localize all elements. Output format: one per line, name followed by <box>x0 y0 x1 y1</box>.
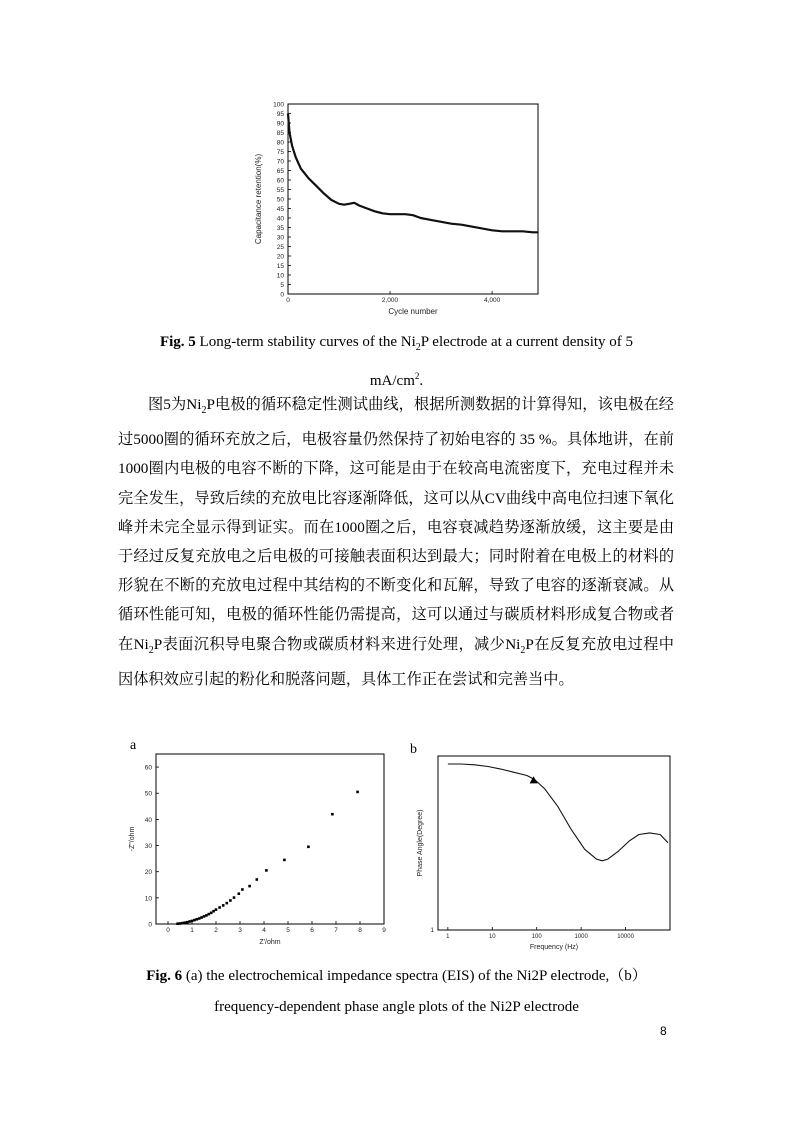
fig6a-plot-frame <box>156 754 384 924</box>
fig6-caption-label: Fig. 6 <box>146 968 183 984</box>
fig6a-data-point <box>218 906 221 909</box>
fig6b-x-tick-label: 10 <box>488 934 496 940</box>
fig5-y-tick-label: 10 <box>276 272 284 280</box>
fig5-caption-label: Fig. 5 <box>159 334 196 350</box>
fig6a-y-tick-label: 20 <box>144 869 152 877</box>
fig5-caption-text-a: Long-term stability curves of the Ni <box>195 334 416 350</box>
fig6b-x-axis-label: Frequency (Hz) <box>529 944 579 951</box>
fig6-panel-a-label: a <box>130 738 137 753</box>
fig5-caption-sub: 2 <box>415 342 421 353</box>
fig6a-data-point <box>205 914 208 917</box>
fig5-y-tick-label: 50 <box>276 196 284 204</box>
fig5-y-tick-label: 55 <box>276 187 284 194</box>
fig6a-y-tick-label: 50 <box>144 790 152 798</box>
fig6a-data-point <box>307 846 310 849</box>
fig6a-x-tick-label: 0 <box>166 927 170 934</box>
fig5-caption <box>100 328 693 396</box>
fig6-panel-b-label: b <box>410 742 417 757</box>
para-seg-4: P在反复充放电过程中因体积效应引起的粉化和脱落问题，具体工作正在尝试和完善当中。 <box>118 635 674 688</box>
fig5-y-axis-label: Capacitance retention(%) <box>254 153 263 245</box>
fig6b-y-axis-label: Phase Angle(Degree) <box>417 809 424 877</box>
fig5-y-tick-label: 45 <box>276 206 284 213</box>
fig5-y-tick-label: 25 <box>276 244 284 251</box>
para-seg-1: 图5为Ni <box>148 396 202 413</box>
fig6a-y-tick-label: 10 <box>144 895 152 903</box>
fig6a-data-point <box>256 878 259 881</box>
fig6a-data-point <box>331 813 334 816</box>
fig5-y-tick-label: 35 <box>276 225 284 232</box>
fig5-y-tick-label: 85 <box>276 130 284 137</box>
fig6a-x-tick-label: 3 <box>238 927 242 934</box>
fig6a-data-point <box>248 885 251 888</box>
fig6a-data-point <box>265 869 268 872</box>
fig6a-data-point <box>181 922 184 925</box>
para-sub-1: 2 <box>201 405 207 417</box>
fig6a-data-point <box>229 899 232 902</box>
fig5-y-tick-label: 90 <box>276 120 284 128</box>
fig5-y-tick-label: 5 <box>280 282 284 289</box>
fig6-caption <box>100 962 693 1022</box>
fig6b-plot <box>417 756 670 951</box>
fig5-plot-frame <box>288 104 538 294</box>
fig6a-x-tick-label: 6 <box>310 927 314 934</box>
fig5-caption-unit: mA/cm <box>369 373 415 389</box>
fig6a-data-point <box>200 916 203 919</box>
fig6b-y-tick-label: 1 <box>430 927 434 934</box>
fig5-chart <box>248 98 548 320</box>
fig6a-y-tick-label: 40 <box>144 816 152 824</box>
fig6a-data-point <box>184 921 187 924</box>
fig6a-data-point <box>212 910 215 913</box>
fig6a-data-point <box>176 922 179 925</box>
fig6a-data-point <box>283 859 286 862</box>
fig5-x-tick-label: 0 <box>286 297 290 304</box>
fig6a-data-point <box>203 915 206 918</box>
fig5-y-tick-label: 70 <box>276 158 284 166</box>
fig6a-y-tick-label: 60 <box>144 764 152 772</box>
fig5-caption-end: . <box>419 373 424 389</box>
fig5-y-tick-label: 40 <box>276 215 284 223</box>
fig5-y-tick-label: 100 <box>273 101 284 109</box>
fig6a-x-tick-label: 5 <box>286 927 290 934</box>
fig5-y-tick-label: 0 <box>280 291 284 299</box>
fig5-y-tick-label: 20 <box>276 253 284 261</box>
fig6b-chart <box>408 752 680 954</box>
fig5-x-tick-label: 2,000 <box>381 297 399 304</box>
fig6a-x-tick-label: 7 <box>334 927 338 934</box>
fig6a-data-point <box>356 791 359 794</box>
fig6a-x-tick-label: 9 <box>382 927 386 934</box>
fig6a-data-point <box>241 888 244 891</box>
fig5-y-tick-label: 75 <box>276 149 284 156</box>
fig6a-data-point <box>193 919 196 922</box>
fig6a-data-point <box>238 892 241 895</box>
fig6a-chart <box>110 748 400 954</box>
fig5-series-line <box>288 114 538 233</box>
fig6a-data-point <box>196 918 199 921</box>
fig6a-plot <box>129 754 386 946</box>
fig6a-data-point <box>186 921 189 924</box>
fig5-plot <box>254 102 538 317</box>
fig6a-y-axis-label: -Z"/ohm <box>129 826 136 852</box>
fig5-y-tick-label: 60 <box>276 177 284 185</box>
fig6a-y-tick-label: 30 <box>144 843 152 851</box>
fig6a-y-tick-label: 0 <box>148 921 152 929</box>
fig5-y-tick-label: 15 <box>276 263 284 270</box>
fig6a-data-point <box>198 917 201 920</box>
fig5-y-tick-label: 30 <box>276 234 284 242</box>
fig6a-x-axis-label: Z'/ohm <box>259 939 281 946</box>
fig5-caption-sup: 2 <box>414 371 420 381</box>
fig5-caption-text-b: P electrode at a current density of 5 <box>420 334 634 350</box>
fig5-y-tick-label: 95 <box>276 111 284 118</box>
body-paragraph <box>118 390 674 694</box>
fig6b-x-tick-label: 100 <box>531 934 542 940</box>
fig6a-x-tick-label: 4 <box>262 927 266 934</box>
fig6a-data-point <box>208 913 211 916</box>
fig5-y-tick-label: 80 <box>276 139 284 147</box>
fig6b-x-tick-label: 1 <box>446 934 450 940</box>
fig6a-x-tick-label: 8 <box>358 927 362 934</box>
fig6a-data-point <box>188 920 191 923</box>
fig6-caption-line2: frequency-dependent phase angle plots of the Ni2P electrode <box>214 999 579 1015</box>
fig6a-x-tick-label: 2 <box>214 927 218 934</box>
fig6a-x-tick-label: 1 <box>190 927 194 934</box>
fig5-x-axis-label: Cycle number <box>388 307 438 316</box>
para-seg-2: P电极的循环稳定性测试曲线，根据所测数据的计算得知，该电极在经过5000圈的循环充放之后，电极容量仍然保持了初始电容的 35 %。具体地讲，在前1000圈内电极的电容不断的下降，这可能是由于在较高电流密度下，充电过程并未完全发生，导致后续的充放电比容逐渐降低，这可以从CV曲线中高电位扫速下氧化峰并未完全显示得到证实。而在1000圈之后，电容衰减趋势逐渐放缓，这主要是由于经过反复充放电之后电极的可接触表面积达到最大；同时附着在电极上的材料的形貌在不断的充放电过程中其结构的不断变化和瓦解，导致了电容的逐渐衰减。从循环性能可知，电极的循环性能仍需提高，这可以通过与碳质材料形成复合物或者在Ni <box>118 396 674 653</box>
fig6b-plot-frame <box>438 756 670 930</box>
fig5-x-tick-label: 4,000 <box>483 297 501 304</box>
fig6-caption-line1: (a) the electrochemical impedance spectra (EIS) of the Ni2P electrode,（b） <box>182 968 647 984</box>
fig5-y-tick-label: 65 <box>276 168 284 175</box>
fig6b-series-line <box>448 764 668 861</box>
page-number: 8 <box>660 1024 667 1038</box>
para-seg-3: P表面沉积导电聚合物或碳质材料来进行处理，减少Ni <box>153 635 521 653</box>
fig6a-data-point <box>233 896 236 899</box>
fig6b-x-tick-label: 10000 <box>617 934 634 940</box>
para-sub-3: 2 <box>520 644 526 656</box>
fig6b-x-tick-label: 1000 <box>574 934 588 940</box>
fig6a-data-point <box>222 904 225 907</box>
fig6a-data-point <box>210 912 213 915</box>
fig6a-data-point <box>191 920 194 923</box>
fig6a-data-point <box>226 902 229 905</box>
para-sub-2: 2 <box>148 644 154 656</box>
fig6a-data-point <box>179 922 182 925</box>
fig6a-data-point <box>215 908 218 911</box>
